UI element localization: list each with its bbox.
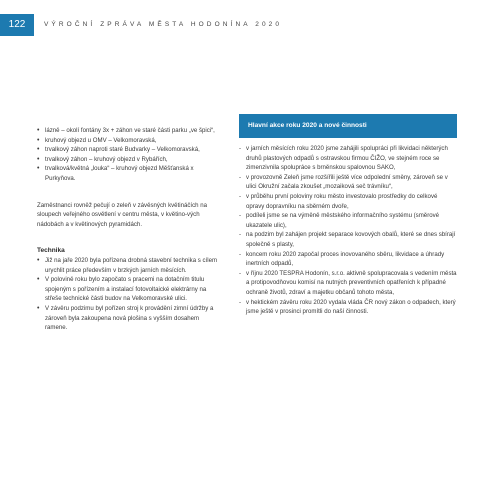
list-item: • V závěru podzimu byl pořízen stroj k provádění zimní údržby a zároveň byla zakoupena nová plošina s vyšším dosahem ramene. [37,304,220,333]
list-item: - podíleli jsme se na výměně městského informačního systému (směrové ukazatele ulic), [239,211,457,230]
list-item: - v průběhu první poloviny roku město investovalo prostředky do celkové opravy dopravníku na sběrném dvoře, [239,192,457,211]
list-item: • trvalková/květná „louka“ – kruhový objezd Měšťanská x Purkyňova. [37,164,220,183]
body-paragraph: Zaměstnanci rovněž pečují o zeleň v závěsných květináčích na sloupech veřejného osvětlení v centru města, v květino-vých nádobách a v květinových pyramidách. [37,201,208,228]
page-number: 122 [0,14,34,36]
main-actions-list [239,144,457,317]
list-item: - na podzim byl zahájen projekt separace kovových obalů, které se dnes sbírají společně s plasty, [239,230,457,249]
section-heading: Technika [37,247,65,255]
running-header: VÝROČNÍ ZPRÁVA MĚSTA HODONÍNA 2020 [44,21,283,28]
list-item: • trvalkový záhon – kruhový objezd v Rybářích, [37,155,220,165]
list-item: • trvalkový záhon naproti staré Budvarky – Velkomoravská, [37,145,220,155]
list-item: • V polovině roku bylo započato s pracemi na dotačním titulu spojeným s pořízením a instalací fotovoltaické elektrárny na střeše technické části budov na Velkomoravské ulici. [37,275,220,304]
right-column [239,114,457,317]
list-item: • lázně – okolí fontány 3x + záhon ve staré části parku „ve špici“, [37,126,220,136]
list-item: - koncem roku 2020 započal proces inovovaného sběru, likvidace a úhrady inertních odpadů, [239,250,457,269]
list-item: - v provozovně Zeleň jsme rozšířili ještě více odpolední směny, zároveň se v ulici Okružní začala zkoušet „mozaiková seč trávníku“, [239,173,457,192]
planting-list [37,126,220,184]
list-item: - v hektickém závěru roku 2020 vydala vláda ČR nový zákon o odpadech, který jsme ještě v prosinci promítli do naší činnosti. [239,298,457,317]
highlight-box-title: Hlavní akce roku 2020 a nové činnosti [239,114,457,138]
technika-list [37,256,220,333]
list-item: • Již na jaře 2020 byla pořízena drobná stavební technika s cílem urychlit práce především v brzkých jarních měsících. [37,256,220,275]
left-column [37,126,220,333]
list-item: - v říjnu 2020 TESPRA Hodonín, s.r.o. aktivně spolupracovala s vedením města a protipovodňovou komisí na nutných preventivních opatřeních k případné ochraně životů, zdraví a majetku občanů tohoto města, [239,269,457,298]
list-item: - v jarních měsících roku 2020 jsme zahájili spolupráci při likvidaci některých druhů plastových odpadů s ostravskou firmou ČIŽO, ve stejném roce se zimenzivnila spolupráce s brněnskou spalovnou SAKO, [239,144,457,173]
list-item: • kruhový objezd u OMV – Velkomoravská, [37,136,220,146]
